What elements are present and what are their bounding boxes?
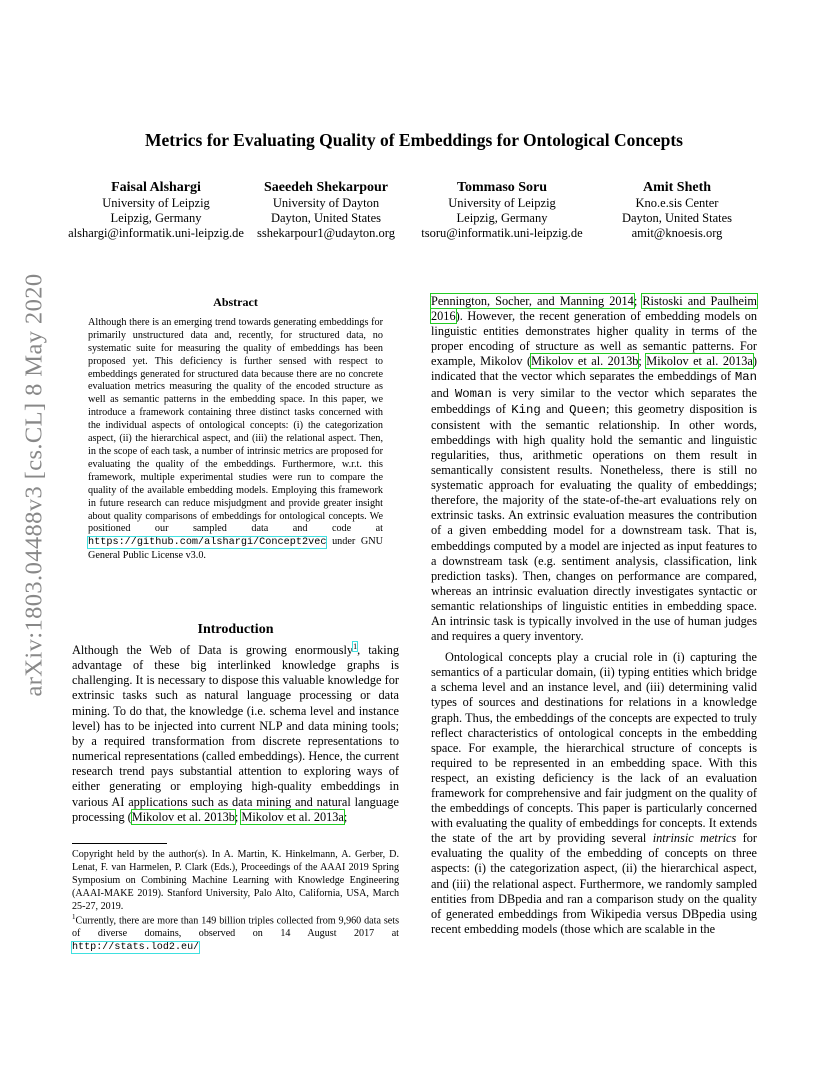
author-email: amit@knoesis.org	[631, 226, 723, 240]
footnote	[72, 911, 399, 954]
author-location: Leipzig, Germany	[110, 211, 202, 225]
conjunction-text: and	[540, 401, 570, 416]
author-location: Dayton, United States	[270, 211, 382, 225]
right-paragraph-1: Pennington, Socher, and Manning 2014; Ristoski and Paulheim 2016). However, the recent generation of embedding models on linguistic entities demonstrates higher quality in terms of the proper encoding of structure as well as semantic patterns. For example, Mikolov (Mikolov et al. 2013b; Mikolov et al. 2013a) indicated that the vector which separates the embeddings of Man and Woman is very similar to the vector which separates the embeddings of King and Queen; this geometry disposition is consistent with the semantic relationship. In other words, embeddings with high quality hold the semantic and linguistic regularities, thus, arithmetic operations on them result in semantically consistent results. Nonetheless, there is still no systematic approach for evaluating the quality of embeddings; therefore, the majority of the state-of-the-art evaluations rely on extrinsic tasks. An extrinsic evaluation measures the contribution of a given embedding model for a downstream task. That is, embeddings computed by a model are injected as input features to a downstream task (e.g. sentiment analysis, classification, link prediction tasks). Then, changes on performance are compared, whereas an intrinsic evaluation directly investigates syntactic or semantic relationships of linguistic entities in embedding space. An intrinsic task is typically involved in the use of human judges and requires a query inventory.	[431, 294, 757, 644]
introduction-paragraph: Although the Web of Data is growing enormously$^1$, taking advantage of these big interlinked knowledge graphs is challenging. It is necessary to dispose this valuable knowledge for extrinsic tasks such as natural language processing or data mining. To do that, the knowledge (i.e. schema level and instance level) has to be injected into current NLP and data mining tools; by a required transformation from discrete representations to numerical representations (called embeddings). Hence, the current research trend pays substantial attention to exploring ways of either generating or employing high-quality embeddings in various AI applications such as data mining and natural language processing (Mikolov et al. 2013b; Mikolov et al. 2013a;	[72, 641, 399, 824]
author-email: alshargi@informatik.uni-leipzig.de	[68, 226, 244, 240]
citation-link[interactable]: Ristoski and Paulheim 2016	[431, 294, 757, 324]
code-term: King	[511, 402, 541, 417]
paragraph-text: ) indicated that the vector which separates the embeddings of	[431, 354, 757, 384]
author-block	[614, 180, 740, 241]
paper-title: Metrics for Evaluating Quality of Embeddings for Ontological Concepts	[145, 130, 683, 150]
paragraph-text: ; this geometry disposition is consistent with the semantic relationship. In other words, embeddings with high quality hold the semantic and linguistic regularities, thus, arithmetic operations on them result in semantically consistent results. Nonetheless, there is still no systematic approach for evaluating the quality of embeddings; therefore, the majority of the state-of-the-art evaluations rely on extrinsic tasks. An extrinsic evaluation measures the contribution of a given embedding model for a downstream task. That is, embeddings computed by a model are injected as input features to a downstream task (e.g. sentiment analysis, classification, link prediction tasks). Then, changes on performance are compared, whereas an intrinsic evaluation directly investigates syntactic or semantic relationships of linguistic entities in embedding space. An intrinsic task is typically involved in the use of human judges and requires a query inventory.	[431, 401, 757, 644]
author-affiliation: Kno.e.sis Center	[635, 196, 719, 210]
citation-link[interactable]: Mikolov et al. 2013b	[531, 354, 639, 369]
paragraph-text: ). However, the recent generation of embedding models on linguistic entities demonstrates higher quality in terms of the proper encoding of structure as well as semantic patterns. For example, Mikolov (	[431, 309, 757, 369]
arxiv-identifier: arXiv:1803.04488v3 [cs.CL] 8 May 2020	[21, 273, 48, 697]
footnote-text: Currently, there are more than 149 billion triples collected from 9,960 data sets of diverse domains, observed on 14 August 2017 at	[72, 915, 399, 940]
footnote-marker[interactable]: 1	[353, 641, 358, 651]
author-block	[60, 180, 252, 241]
author-location: Leipzig, Germany	[456, 211, 548, 225]
conjunction-text: and	[431, 385, 455, 400]
author-affiliation: University of Leipzig	[102, 196, 210, 210]
citation-link[interactable]: Pennington, Socher, and Manning 2014	[431, 294, 634, 308]
author-block	[414, 180, 590, 241]
author-email: sshekarpour1@udayton.org	[257, 226, 395, 240]
abstract-license: under GNU General Public License v3.0.	[88, 536, 383, 562]
arxiv-sidebar	[21, 273, 48, 697]
abstract-heading: Abstract	[213, 295, 258, 309]
footnote-divider	[72, 843, 167, 844]
paragraph-text: Ontological concepts play a crucial role in (i) capturing the semantics of a particular domain, (ii) typing entities which bridge a schema level and an instance level, and (iii) determining valid types of sources and destinations for relations in a knowledge graph. Thus, the embeddings of the concepts are expected to truly reflect characteristics of ontological concepts in the embedding space. For example, the hierarchical structure of concepts is required to be represented in an embedding space. With this respect, an existing deficiency is the lack of an evaluation framework for comprehensive and fair judgment on the quality of the embeddings of concepts. This paper is particularly concerned with evaluating the quality of embeddings for concepts. It extends the state of the art by providing several	[431, 650, 757, 846]
code-repository-link[interactable]: https://github.com/alshargi/Concept2vec	[88, 537, 327, 549]
author-email: tsoru@informatik.uni-leipzig.de	[421, 226, 583, 240]
author-name: Amit Sheth	[642, 180, 712, 195]
citation-link[interactable]: Mikolov et al. 2013b	[131, 809, 235, 824]
citation-link[interactable]: Mikolov et al. 2013a	[646, 354, 753, 369]
abstract-body: Although there is an emerging trend towards generating embeddings for primarily unstructured data and, recently, for structured data, no systematic suite for measuring the quality of embeddings has been proposed yet. This deficiency is further sensed with respect to embeddings generated for structured data because there are no concrete evaluation metrics measuring the quality of the encoded structure as well as semantic patterns in the embedding space. In this paper, we introduce a framework containing three distinct tasks concerned with the individual aspects of ontological concepts: (i) the categorization aspect, (ii) the hierarchical aspect, and (iii) the relational aspect. Then, in the scope of each task, a number of intrinsic metrics are proposed for evaluating the quality of the embeddings. Furthermore, w.r.t. this framework, multiple experimental studies were run to compare the quality of the available embedding models. Employing this framework in future research can reduce misjudgment and provide greater insight about quality comparisons of embeddings for ontological concepts. We positioned our sampled data and code at	[88, 316, 383, 535]
author-block	[252, 180, 400, 241]
author-name: Tommaso Soru	[456, 180, 548, 195]
introduction-heading: Introduction	[197, 622, 274, 637]
abstract-section	[88, 296, 383, 563]
code-term: Woman	[454, 386, 492, 401]
emphasis-text: intrinsic metrics	[652, 831, 737, 846]
author-name: Saeedeh Shekarpour	[263, 180, 389, 195]
intro-text-start: Although the Web of Data is growing enormously	[72, 643, 354, 657]
footnote-number: 1	[72, 913, 76, 921]
author-location: Dayton, United States	[621, 211, 733, 225]
right-column	[431, 294, 757, 937]
citation-link[interactable]: Mikolov et al. 2013a	[241, 809, 344, 824]
stats-link[interactable]: http://stats.lod2.eu/	[72, 942, 200, 954]
copyright-notice: Copyright held by the author(s). In A. Martin, K. Hinkelmann, A. Gerber, D. Lenat, F. van Harmelen, P. Clark (Eds.), Proceedings of the AAAI 2019 Spring Symposium on Combining Machine Learning with Knowledge Engineering (AAAI-MAKE 2019). Stanford University, Palo Alto, California, USA, March 25-27, 2019.	[72, 849, 399, 912]
author-affiliation: University of Leipzig	[448, 196, 556, 210]
code-term: Queen	[569, 402, 607, 417]
author-name: Faisal Alshargi	[111, 180, 201, 195]
abstract-text	[88, 317, 383, 563]
author-affiliation: University of Dayton	[272, 196, 380, 210]
paragraph-text: is very similar to the vector which separates the embeddings of	[431, 385, 757, 416]
right-paragraph-2	[431, 650, 757, 937]
intro-text-body: , taking advantage of these big interlinked knowledge graphs is challenging. It is necessary to dispose this valuable knowledge for extrinsic tasks such as natural language processing or data mining. To do that, the knowledge (i.e. schema level and instance level) has to be injected into current NLP and data mining tools; by a required transformation from discrete representations to numerical representations (called embeddings). Hence, the current research trend pays substantial attention to exploring ways of either generating or employing high-quality embeddings in various AI applications such as data mining and natural language processing (	[72, 643, 399, 824]
paragraph-text: for evaluating the quality of the embedding of concepts on three aspects: (i) the categorization aspect, (ii) the hierarchical aspect, and (iii) the relational aspect. Furthermore, we randomly sampled entities from DBpedia and ran a comparison study on the quality of generated embeddings from Wikipedia versus DBpedia using recent embedding models (those which are scalable in the	[431, 831, 757, 936]
code-term: Man	[734, 370, 757, 385]
